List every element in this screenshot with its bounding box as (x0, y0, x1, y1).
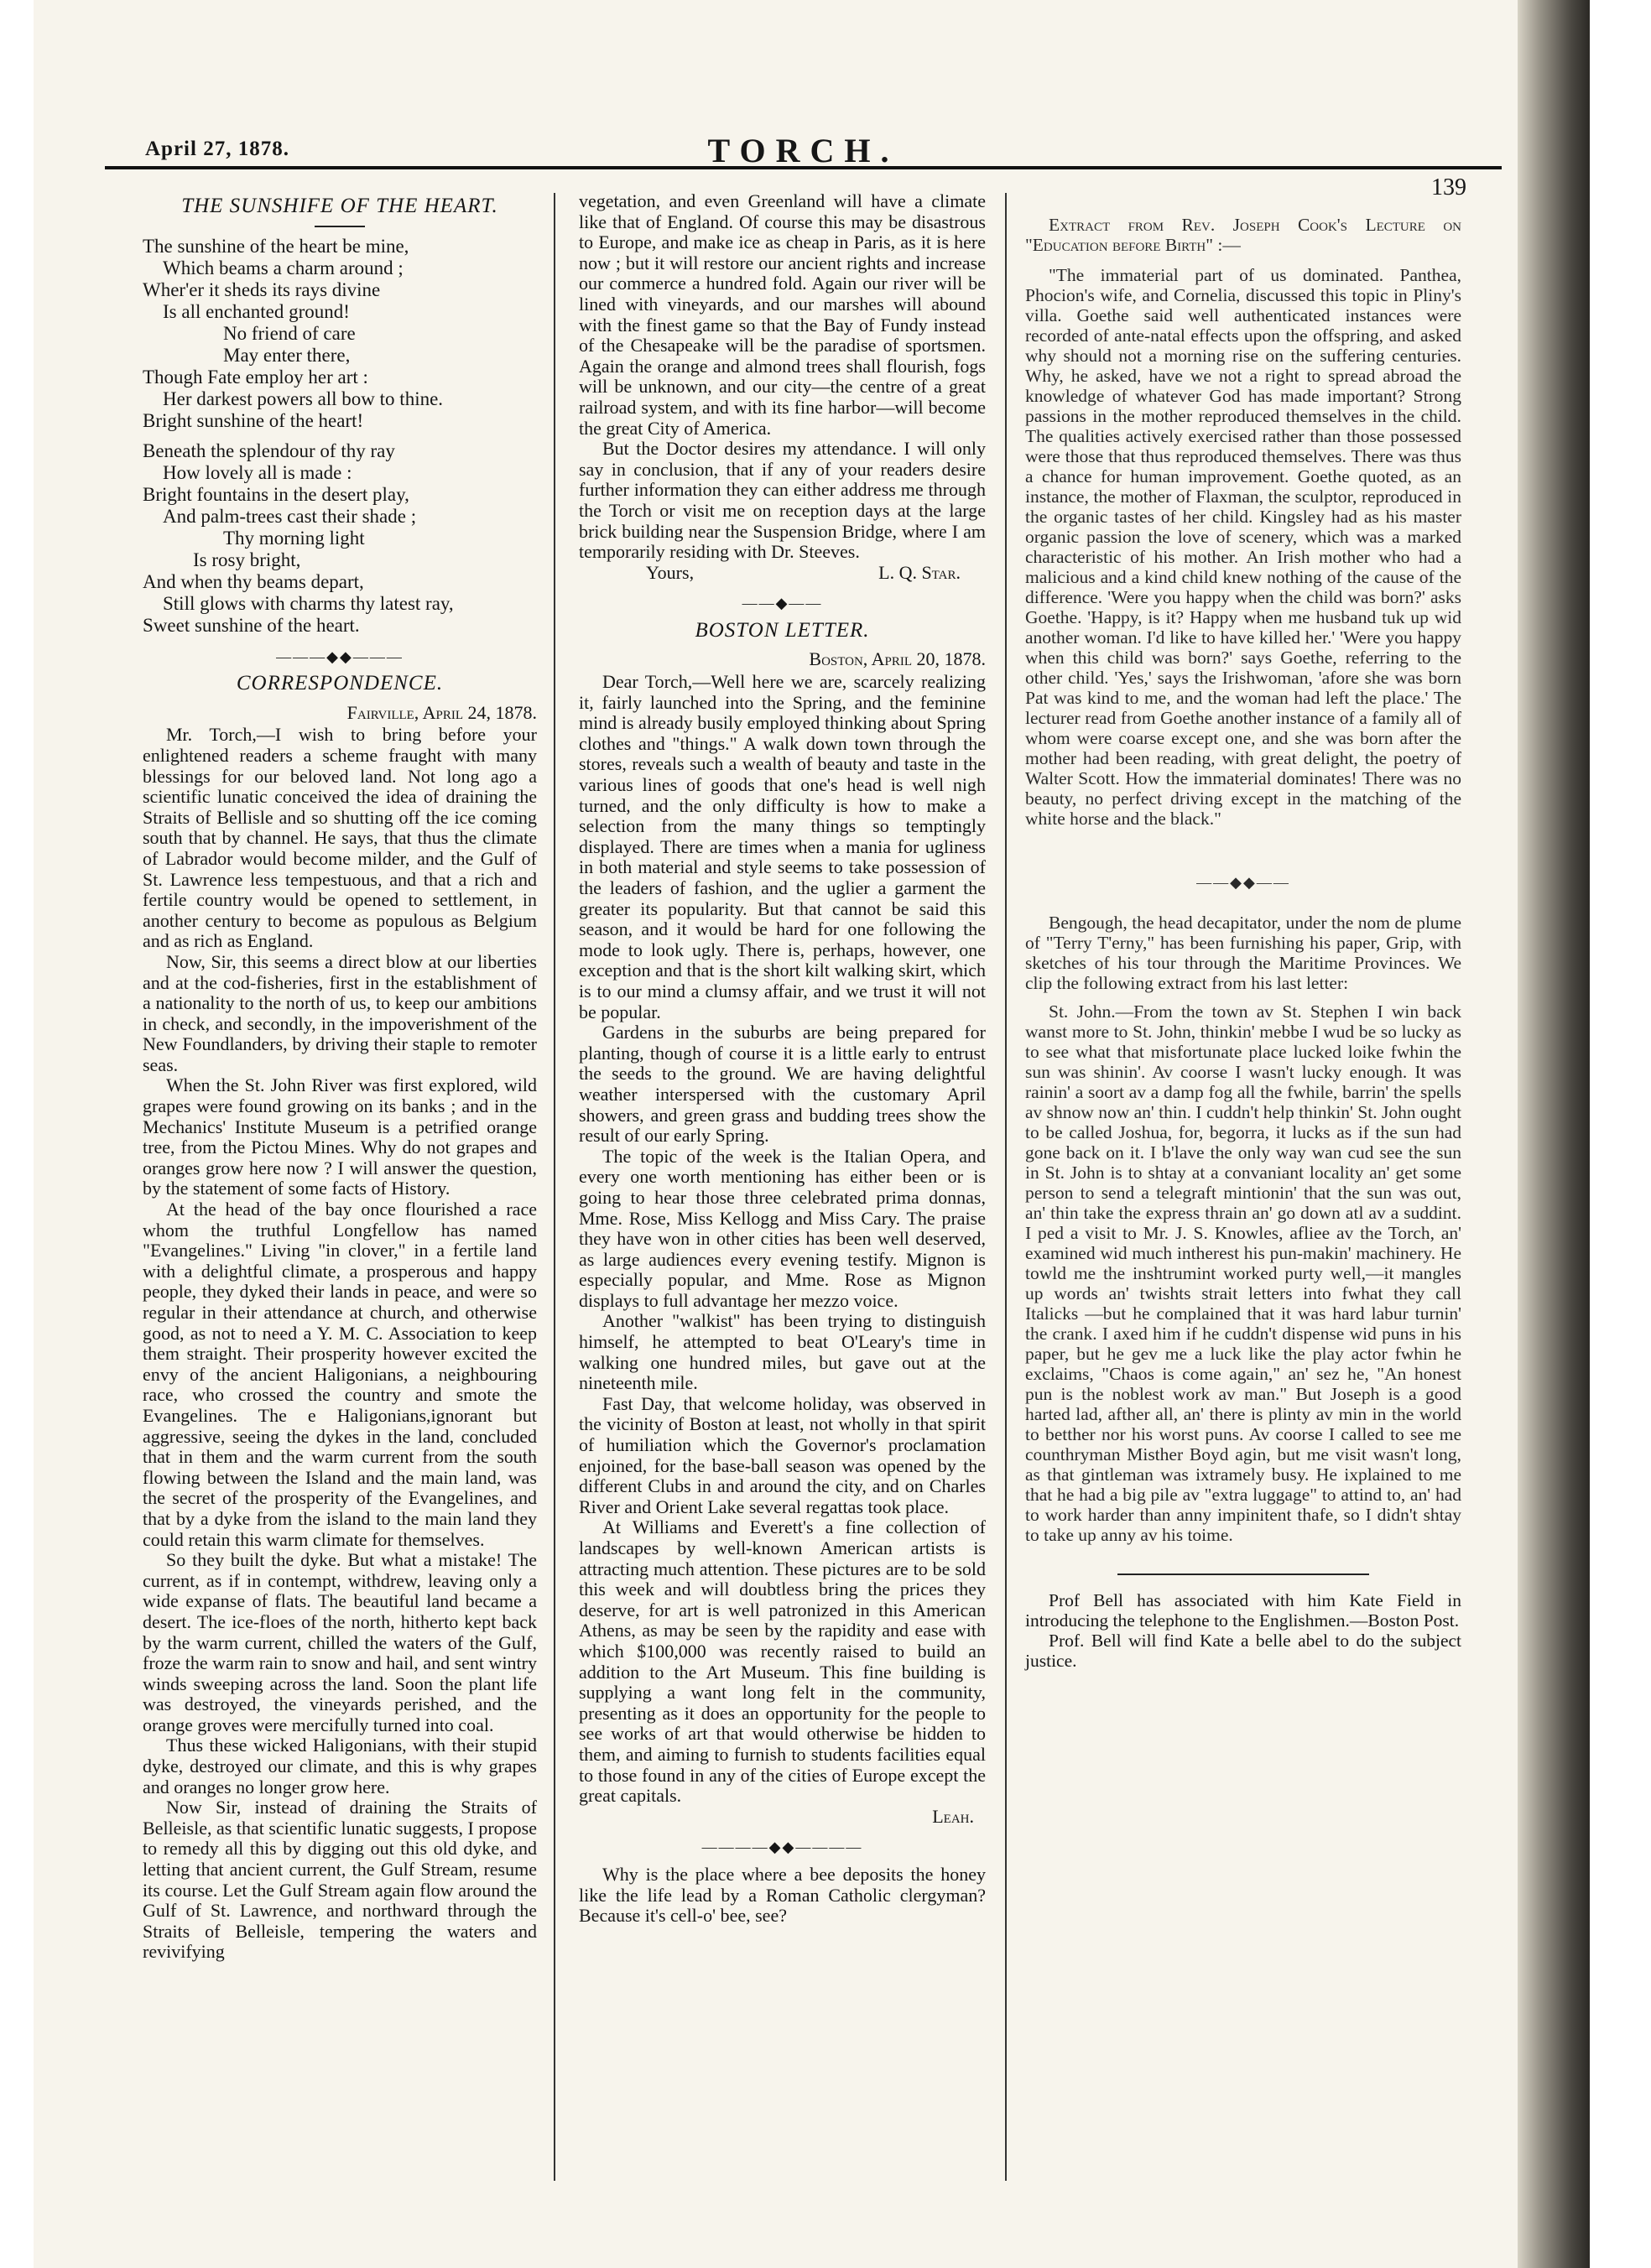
page-binding-edge (1518, 0, 1590, 2268)
dateline: Fairville, April 24, 1878. (346, 701, 537, 723)
poem-line: Still glows with charms thy latest ray, (163, 592, 454, 614)
paragraph: Fast Day, that welcome holiday, was observed in the vicinity of Boston at least, not wholly in that spirit of humiliation which the Governor's proclamation enjoined, for the base-ball season was opened by the different Clubs in and around the city, and on Charles River and Orient Lake several regattas took place. (579, 1392, 986, 1517)
paragraph: Dear Torch,—Well here we are, scarcely realizing it, fairly launched into the Spring, and the feminine mind is already busily employed thinking about Spring clothes and "things." A walk down town through the stores, reveals such a wealth of beauty and taste in the various lines of goods that one's head is well nigh turned, and the only difficulty is how to make a selection from the many things so temptingly displayed. There are times when a mania for ugliness in both material and style seems to take possession of the leaders of fashion, and the uglier a garment the greater its popularity. But that cannot be said this season, and it would be hard for one following the mode to look ugly. There is, perhaps, however, one exception and that is the short kilt walking skirt, which is to our mind a clumsy affair, and we trust it will not be popular. (579, 671, 986, 1022)
column-rule-1 (554, 193, 555, 2181)
ornament-divider: ————◆◆———— (701, 1839, 863, 1856)
poem-line: And when thy beams depart, (143, 570, 364, 592)
masthead (105, 126, 1502, 200)
column-3 (1025, 191, 1461, 1671)
poem-line: Thy morning light (223, 527, 365, 549)
correspondence-title: CORRESPONDENCE. (236, 672, 444, 695)
poem-line: And palm-trees cast their shade ; (163, 505, 417, 527)
paragraph: Mr. Torch,—I wish to bring before your enlightened readers a scheme fraught with many blessings for our beloved land. Not long ago a scientific lunatic conceived the idea of draining the Straits of Bellisle and so shutting off the ice coming south that by channel. He says, that thus the climate of Labrador would become milder, and the Gulf of St. Lawrence less tempestuous, and that a rich and fertile country would be opened to settlement, in another century to become as populous as Belgium and as rich as England. (143, 724, 537, 952)
bell-paragraph: Prof Bell has associated with him Kate Field in introducing the telephone to the Englishmen.—Boston Post. (1025, 1590, 1461, 1631)
poem-line: Bright sunshine of the heart! (143, 409, 364, 431)
paragraph: The topic of the week is the Italian Opera, and every one worth mentioning has either been or is going to hear those three celebrated prima donnas, Mme. Rose, Miss Kellogg and Miss Cary. The praise they have won in other cities has been well deserved, as large audiences every evening testify. Mignon is especially popular, and Mme. Rose as Mignon displays to full advantage her mezzo voice. (579, 1145, 986, 1311)
paragraph: Thus these wicked Haligonians, with their stupid dyke, destroyed our climate, and this is why grapes and oranges no longer grow here. (143, 1735, 537, 1797)
ornament-divider: ———◆◆——— (276, 648, 404, 665)
paragraph: vegetation, and even Greenland will have a climate like that of England. Of course this may be disastrous to Europe, and make ice as cheap in Paris, as it is here now ; but it will restore our ancient rights and increase our commerce a hundred fold. Again our river will be lined with vineyards, and our marshes will abound with the finest game so that the Bay of Fundy instead of the Chesapeake will be the paradise of sportsmen. Again the orange and almond trees shall flourish, fogs will be unknown, and our city—the centre of a great railroad system, and with its fine harbor—will become the great City of America. (579, 190, 986, 439)
poem-line: Though Fate employ her art : (143, 366, 368, 388)
extract-paragraph: "The immaterial part of us dominated. Panthea, Phocion's wife, and Cornelia, discussed this topic in Pliny's villa. Goethe said well authenticated instances were recorded of ante-natal effects upon the offspring, and asked why should not a morning rise on the suffering centuries. Why, he asked, have we not a right to spread abroad the knowledge of whatever God has made important? Strong passions in the mother reproduced themselves in the child. The qualities actively exercised rather than those possessed were those that thus reproduced themselves. There was thus a chance for human improvement. Goethe quoted, as an instance, the mother of Flaxman, the sculptor, reproduced in the organic tastes of her child. Kingsley had as his master organic passion the love of scenery, which was a marked characteristic of his mother. An Irish mother who had a malicious and a kind child knew nothing of the cause of the difference. 'Were you happy when the child was born?' asks Goethe. 'Happy, is it? Happy when me husband tuk up wid another woman. I'd like to have killed her.' 'Were you happy when this child was born?' says Goethe, referring to the other child. 'Yes,' says the Irishwoman, 'afore she was born Pat was kind to me, and the woman had left the place.' The lecturer read from Goethe another instance of a family all of whom were coarse except one, and she was born after the mother had been reading, with great delight, the poetry of Walter Scott. How the immaterial dominates! There was no beauty, no perfect driving except in the matching of the white horse and the black." (1025, 265, 1461, 829)
bengough-paragraph: Bengough, the head decapitator, under the nom de plume of "Terry T'erny," has been furnishing his paper, Grip, with sketches of his tour through the Maritime Provinces. We clip the following extract from his last letter: (1025, 913, 1461, 993)
ornament-divider: ——◆—— (742, 595, 823, 612)
paragraph: Gardens in the suburbs are being prepared for planting, though of course it is a little early to entrust the seeds to the ground. We are having delightful weather interspersed with the customary April showers, and green grass and budding trees show the result of our early Spring. (579, 1022, 986, 1147)
poem-line: Beneath the splendour of thy ray (143, 440, 395, 461)
poem (143, 236, 537, 637)
paragraph: At the head of the bay once flourished a race whom the truthful Longfellow has named "Evangelines." Living "in clover," in a fertile land with a delightful climate, a prosperous and happy people, they dyked their lands in peace, and were so regular in their attendance at church, and otherwise good, as not to need a Y. M. C. Association to keep them straight. Their prosperity however excited the envy of the ancient Haligonians, a neighbouring race, who crossed the country and smote the Evangelines. The e Haligonians,ignorant but aggressive, seeing the dykes in the land, concluded that in them and the warm current from the south flowing between the Island and the main land, was the secret of the prosperity of the Evangelines, and that by a dyke from the island to the main land they could retain this warm climate for themselves. (143, 1199, 537, 1550)
riddle: Why is the place where a bee deposits the honey like the life lead by a Roman Catholic clergyman? Because it's cell-o' bee, see? (579, 1863, 986, 1927)
paragraph: Now Sir, instead of draining the Straits of Belleisle, as that scientific lunatic suggests, I propose to remedy all this by digging out this old dyke, and letting that ancient current, the Gulf Stream, resume its course. Let the Gulf Stream again flow around the Gulf of St. Lawrence, and northward through the Straits of Belleisle, tempering the waters and revivifying (143, 1797, 537, 1963)
ornament-divider: ——◆◆—— (1196, 874, 1290, 891)
poem-line: No friend of care (223, 322, 356, 344)
paragraph: But the Doctor desires my attendance. I will only say in conclusion, that if any of your readers desire further information they can either address me through the Torch or visit me on reception days at the large brick building near the Suspension Bridge, where I am temporarily residing with Dr. Steeves. (579, 438, 986, 563)
dateline: Boston, April 20, 1878. (809, 648, 986, 670)
signoff-name: L. Q. Star. (878, 561, 961, 583)
bell-paragraph: Prof. Bell will find Kate a belle abel to do the subject justice. (1025, 1631, 1461, 1671)
signoff-salutation: Yours, (646, 561, 695, 583)
newspaper-page (34, 0, 1590, 2268)
divider (1117, 1574, 1369, 1575)
signoff (579, 563, 986, 584)
paragraph: When the St. John River was first explored, wild grapes were found growing on its banks ; and in the Mechanics' Institute Museum is a petrified orange tree, from the Pictou Mines. Why do not grapes and oranges grow here now ? I will answer the question, by the statement of some facts of History. (143, 1074, 537, 1199)
poem-line: Sweet sunshine of the heart. (143, 614, 360, 636)
paragraph: So they built the dyke. But what a mistake! The current, as if in contempt, withdrew, leaving only a wide expanse of flats. The beautiful land became a desert. The ice-floes of the north, hitherto kept back by the warm current, chilled the waters of the Gulf, froze the warm rain to snow and hail, and sent wintry winds sweeping across the land. Soon the plant life was destroyed, the vineyards perished, and the orange groves were mercifully turned into coal. (143, 1549, 537, 1735)
stjohn-paragraph: St. John.—From the town av St. Stephen I win back wanst more to St. John, thinkin' mebbe I wud be so lucky as to see what that misfortunate place lucked loike fwhin the sun was shinin'. Av coorse I wasn't lucky enough. It was rainin' a soort av a damp fog all the fwhile, barrin' the spells av shnow now an' thin. I cuddn't help thinkin' St. John ought to be called Joshua, for, begorra, it lucks as if the sun had gone back on it. I b'lave the only way wan cud see the sun in St. John is to shtay at a convaniant locality an' get some person to send a telegraft mintionin' that the sun was out, an' thin take the express thrain an' go down atl av a suddint. I ped a visit to Mr. J. S. Knowles, afliee av the Torch, an' examined wid much intherest his pun-makin' machinery. He towld me the inshtrumint worked purty well,—it mangles up words an' twishts strait letters into fwhat they call Italicks —but he complained that it was hard labur turnin' the crank. I axed him if he cuddn't dispense wid puns in his paper, but he gev me a luck like the play actor fwhin he exclaims, "Chaos is come again," an' sez he, "An honest pun is the noblest work av man." But Joseph is a good harted lad, afther all, an' there is plinty av min in the world to betther nor his worst puns. Av coorse I called to see me counthryman Misther Boyd agin, but me visit wasn't long, as that gintleman was ixtramely busy. He ixplained to me that he had a big pile av "extra luggage" to attind to, an' had to work harder than anny impinitent thafe, so I didn't shtay to take up anny av his toime. (1025, 1001, 1461, 1545)
divider (315, 226, 365, 227)
boston-letter-title: BOSTON LETTER. (695, 618, 870, 642)
poem-line: The sunshine of the heart be mine, (143, 235, 409, 257)
poem-line: Which beams a charm around ; (163, 257, 404, 278)
poem-line: Bright fountains in the desert play, (143, 483, 409, 505)
paragraph: At Williams and Everett's a fine collection of landscapes by well-known American artists is attracting much attention. These pictures are to be sold this week and will doubtless bring the prices they deserve, for art is well patronized in this American Athens, as may be seen by the rapidity and ease with which $100,000 was recently raised to build an addition to the Art Museum. This fine building is supplying a want long felt in the community, presenting as it does an opportunity for the people to see works of art that would otherwise be hidden to them, and aiming to furnish to students facilities equal to those found in any of the cities of Europe except the great capitals. (579, 1516, 986, 1807)
column-1 (143, 191, 537, 1963)
poem-line: How lovely all is made : (163, 461, 352, 483)
issue-date: April 27, 1878. (145, 138, 289, 160)
poem-line: Wher'er it sheds its rays divine (143, 278, 381, 300)
poem-line: May enter there, (223, 344, 351, 366)
paragraph: Another "walkist" has been trying to distinguish himself, he attempted to beat O'Leary's time in walking one hundred miles, but gave out at the nineteenth mile. (579, 1310, 986, 1394)
extract-intro: Extract from Rev. Joseph Cook's Lecture on "Education before Birth" :— (1025, 215, 1461, 255)
newspaper-title: TORCH. (707, 132, 899, 169)
signature: Leah. (932, 1805, 974, 1827)
paragraph: Now, Sir, this seems a direct blow at our liberties and at the cod-fisheries, first in the establishment of a nationality to the north of us, to keep our ambitions in check, and secondly, in the impoverishment of the New Foundlanders, by driving their staple to remoter seas. (143, 950, 537, 1075)
poem-title: THE SUNSHIFE OF THE HEART. (181, 195, 498, 217)
page-number: 139 (1431, 174, 1466, 200)
column-2 (579, 191, 986, 1927)
poem-line: Is all enchanted ground! (163, 300, 350, 322)
column-rule-2 (1005, 193, 1007, 2181)
poem-line: Her darkest powers all bow to thine. (163, 388, 444, 409)
poem-line: Is rosy bright, (193, 549, 301, 570)
